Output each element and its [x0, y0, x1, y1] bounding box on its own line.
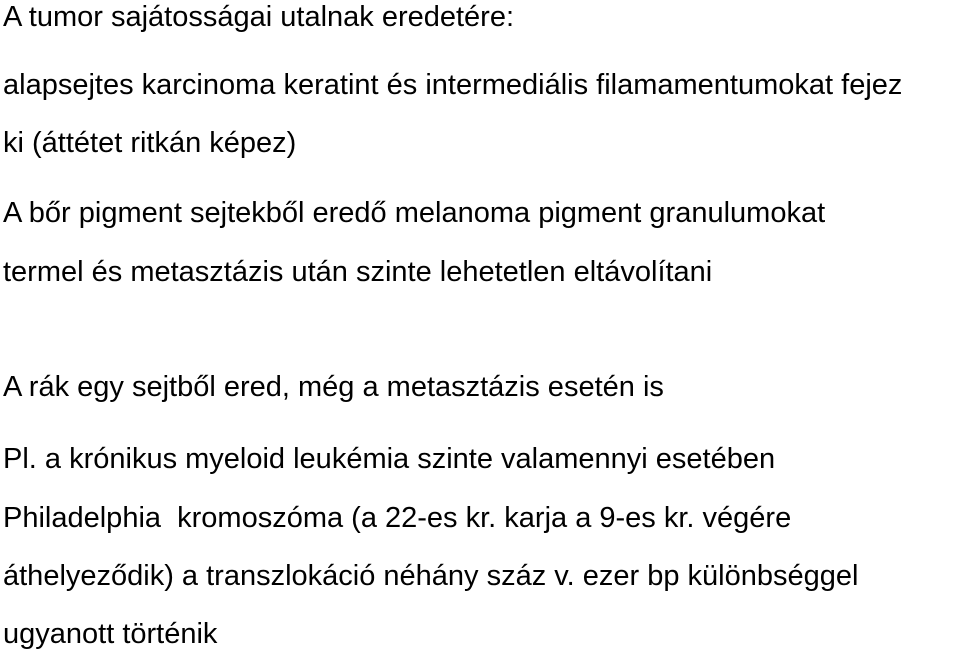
paragraph-4-line-4: ugyanott történik: [3, 618, 218, 650]
paragraph-4-line-2: Philadelphia kromoszóma (a 22-es kr. karja a 9-es kr. végére: [3, 502, 792, 534]
paragraph-4-line-3: áthelyeződik) a transzlokáció néhány száz v. ezer bp különbséggel: [3, 560, 859, 592]
paragraph-1-line-2: ki (áttétet ritkán képez): [3, 127, 297, 159]
paragraph-2-line-1: A bőr pigment sejtekből eredő melanoma pigment granulumokat: [3, 197, 826, 229]
paragraph-2-line-2: termel és metasztázis után szinte lehetetlen eltávolítani: [3, 256, 713, 288]
paragraph-1-line-1: alapsejtes karcinoma keratint és intermediális filamamentumokat fejez: [3, 69, 903, 101]
document-heading: A tumor sajátosságai utalnak eredetére:: [3, 1, 515, 33]
paragraph-3-line-1: A rák egy sejtből ered, még a metasztázis esetén is: [3, 371, 664, 403]
paragraph-4-line-1: Pl. a krónikus myeloid leukémia szinte valamennyi esetében: [3, 443, 776, 475]
